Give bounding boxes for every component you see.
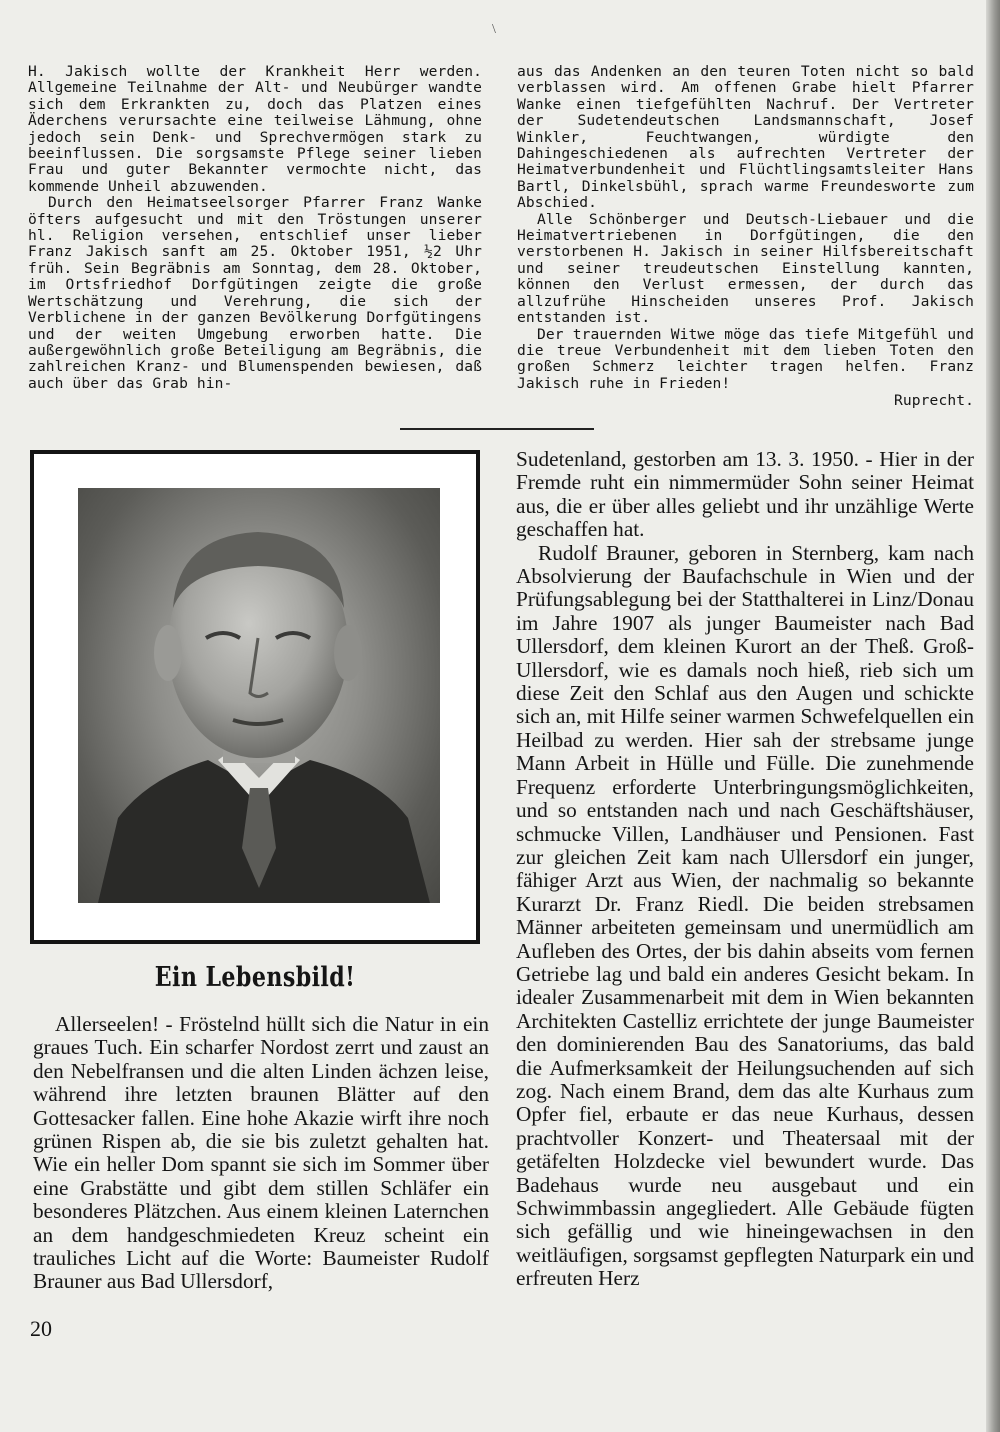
obituary-column-left — [28, 64, 482, 392]
portrait-frame — [30, 450, 480, 944]
section-divider — [400, 428, 594, 430]
page-edge-shadow — [986, 0, 1000, 1432]
obituary-paragraph: Durch den Heimatseelsorger Pfarrer Franz Wanke öfters aufgesucht und mit den Tröstungen unserer hl. Religion versehen, entschlief unser lieber Franz Jakisch sanft am 25. Oktober 1951, ½2 Uhr früh. Sein Begräbnis am Sonntag, dem 28. Oktober, im Ortsfriedhof Dorfgütingen zeigte die große Wertschätzung und Verehrung, die sich der Verblichene in der ganzen Bevölkerung Dorfgütingens und der weiten Umgebung erworben hatte. Die außergewöhnlich große Beteiligung am Begräbnis, die zahlreichen Kranz- und Blumenspenden bewiesen, daß auch über das Grab hin- — [28, 194, 482, 392]
obituary-paragraph: Alle Schönberger und Deutsch-Liebauer und die Heimatvertriebenen in Dorfgütingen, die den verstorbenen H. Jakisch in seiner Hilfsbereitschaft und seiner treudeutschen Einstellung kannten, können den Verlust ermessen, der durch das allzufrühe Hinscheiden unseres Prof. Jakisch entstanden ist. — [517, 210, 974, 327]
obituary-column-right — [517, 64, 974, 410]
left-ear — [154, 625, 182, 681]
portrait-illustration — [78, 488, 440, 903]
article-paragraph: Rudolf Brauner, geboren in Sternberg, kam nach Absolvierung der Baufachschule in Wien und der Prüfungsablegung bei der Statthalterei in Linz/Donau im Jahre 1907 als junger Baumeister nach Bad Ullersdorf, dem kleinen Kurort an der Theß. Groß-Ullersdorf, wie es damals noch hieß, rieb sich um diese Zeit den Schlaf aus den Augen und schickte sich an, mit Hilfe seiner warmen Schwefelquellen ein Heilbad zu werden. Hier sah der strebsame junge Mann Arbeit in Hülle und Fülle. Die zunehmende Frequenz erforderte Unterbringungsmöglichkeiten, und so entstanden nach und nach Geschäftshäuser, schmucke Villen, Landhäuser und Pensionen. Fast zur gleichen Zeit kam nach Ullersdorf ein junger, fähiger Arzt aus Wien, der nachmalig so bekannte Kurarzt Dr. Franz Riedl. Die beiden strebsamen Männer arbeiteten gemeinsam und unermüdlich am Aufleben des Ortes, der bis dahin abseits vom fernen Getriebe lag und bald ein anderes Gesicht bekam. In idealer Zusammenarbeit mit dem in Wien bekannten Architekten Castelliz errichtete der junge Baumeister den dominierenden Bau des Sanatoriums, das bald die Aufmerksamkeit der Heilungsuchenden auf sich zog. Nach einem Brand, dem das alte Kurhaus zum Opfer fiel, erbaute er das neue Kurhaus, dessen prachtvoller Konzert- und Theatersaal mit der getäfelten Holzdecke viel bewundert wurde. Das Badehaus wurde neu ausgebaut und ein Schwimmbassin angegliedert. Alle Gebäude fügten sich gefällig und wie hineingewachsen in den weitläufigen, sorgsamst gepflegten Naturpark ein und erfreuten Herz — [516, 540, 974, 1291]
article-paragraph: Sudetenland, gestorben am 13. 3. 1950. - Hier in der Fremde ruht ein nimmermüder Sohn seiner Heimat aus, die er über alles geliebt und ihr unzählige Werte geschaffen hat. — [516, 447, 974, 542]
page-number: 20 — [30, 1316, 52, 1341]
article-paragraph: Allerseelen! - Fröstelnd hüllt sich die Natur in ein graues Tuch. Ein scharfer Nordost zerrt und zaust an den Nebelfransen und die alten Linden ächzen leise, während ihre letzten braunen Blätter auf den Gottesacker fallen. Eine hohe Akazie wirft ihre noch grünen Rispen ab, die sie bis zuletzt gehalten hat. Wie ein heller Dom spannt sie sich im Sommer über eine Grabstätte und gibt dem stillen Schläfer ein besonderes Plätzchen. Aus einem kleinen Laternchen an dem handgeschmiedeten Kreuz scheint ein trauliches Licht auf die Worte: Baumeister Rudolf Brauner aus Bad Ullersdorf, — [33, 1012, 489, 1294]
scan-mark: \ — [492, 22, 496, 37]
obituary-paragraph: H. Jakisch wollte der Krankheit Herr werden. Allgemeine Teilnahme der Alt- und Neubürger wandte sich dem Erkrankten zu, doch das Platzen eines Äderchens verursachte eine teilweise Lähmung, ohne jedoch sein Denk- und Sprechvermögen stark zu beeinflussen. Die sorgsamste Pflege seiner lieben Frau und guter Bekannter vermochte nicht, das kommende Unheil abzuwenden. — [28, 63, 482, 195]
portrait-photo — [78, 488, 440, 903]
right-ear — [334, 625, 362, 681]
obituary-paragraph: aus das Andenken an den teuren Toten nicht so bald verblassen wird. Am offenen Grabe hielt Pfarrer Wanke einen tiefgefühlten Nachruf. Der Vertreter der Sudetendeutschen Landsmannschaft, Josef Winkler, Feuchtwangen, würdigte den Dahingeschiedenen als aufrechten Vertreter der Heimatverbundenheit und Flüchtlingsamtsleiter Hans Bartl, Dinkelsbühl, sprach warme Freundesworte zum Abschied. — [517, 63, 974, 212]
author-signature: Ruprecht. — [894, 392, 974, 410]
article-column-left — [33, 1013, 489, 1294]
article-heading: Ein Lebensbild! — [154, 962, 356, 993]
obituary-paragraph: Der trauernden Witwe möge das tiefe Mitgefühl und die treue Verbundenheit mit dem lieben Toten den großen Schmerz leichter tragen helfen. Franz Jakisch ruhe in Frieden! — [517, 325, 974, 392]
article-column-right — [516, 448, 974, 1291]
